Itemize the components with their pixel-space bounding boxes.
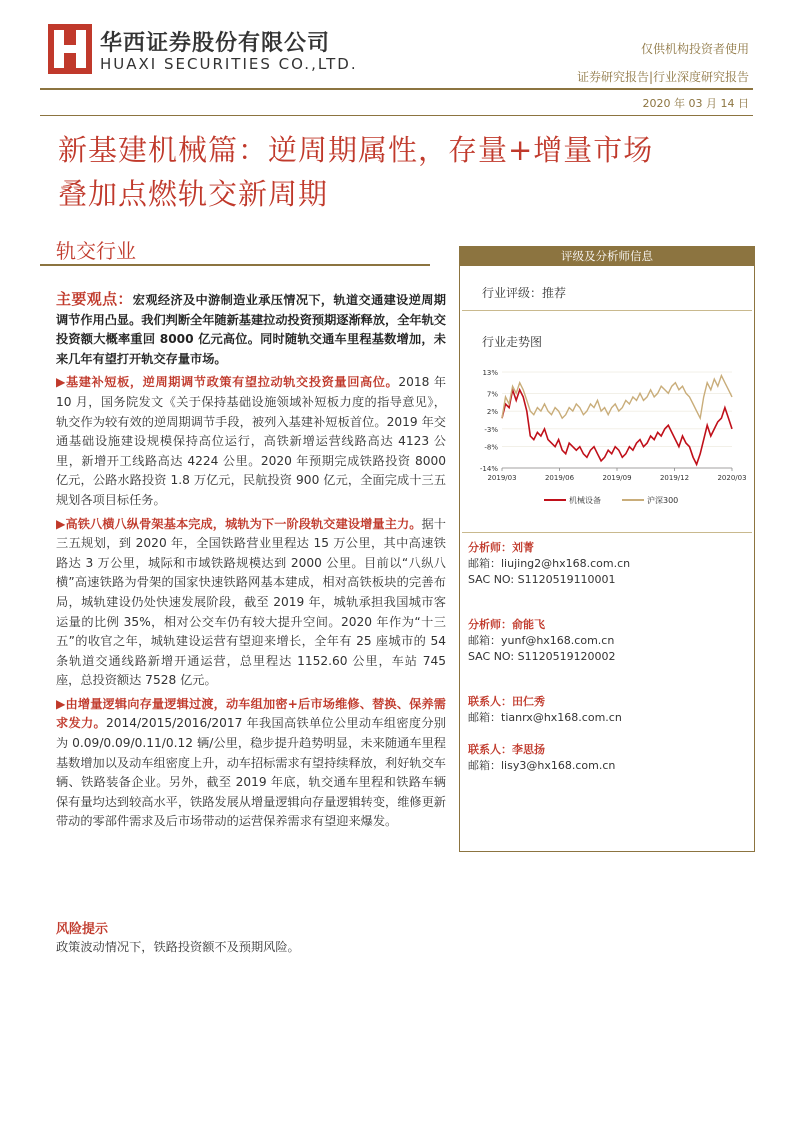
trend-title: 行业走势图 bbox=[482, 335, 543, 349]
analyst-2-sac: SAC NO: S1120519120002 bbox=[468, 650, 616, 663]
point-1-head: ▶基建补短板，逆周期调节政策有望拉动轨交投资量回高位。 bbox=[56, 375, 399, 390]
header-divider bbox=[40, 88, 753, 90]
point-1-body: 2018 年 10 月，国务院发文《关于保持基础设施领域补短板力度的指导意见》，轨交作为较有效的逆周期调节手段，被列入基建补短板首位。2019 年交通基础设施建设规模保持高位运行，高铁新增运营线路高达 4123 公里，新增开工线路高达 4224 公里。2020 年预期完成铁路投资 8000 亿元，公路水路投资 1.8 万亿元，民航投资 900 亿元，全面完成十三五规划各项目标任务。 bbox=[56, 375, 447, 507]
rating-divider bbox=[462, 310, 752, 311]
point-3 bbox=[56, 695, 446, 832]
point-3-body: 2014/2015/2016/2017 年我国高铁单位公里动车组密度分别为 0.09/0.09/0.11/0.12 辆/公里，稳步提升趋势明显，未来随通车里程基数增加以及动车组密度上升，动车招标需求有望持续释放，利好轨交车辆、铁路装备企业。另外，截至 2019 年底，轨交通车里程和铁路车辆保有量均达到较高水平，铁路发展从增量逻辑向存量逻辑转变，维修更新带动的零部件需求及后市场带动的运营保养需求有望迎来爆发。 bbox=[56, 716, 446, 829]
series-line-csi300 bbox=[502, 376, 732, 419]
contact-1-email[interactable]: 邮箱：tianrx@hx168.com.cn bbox=[468, 711, 622, 724]
main-view bbox=[56, 290, 446, 369]
y-tick-label: 7% bbox=[486, 390, 498, 399]
x-tick-label: 2019/03 bbox=[487, 474, 517, 482]
main-view-label: 主要观点： bbox=[56, 290, 133, 308]
trend-chart-svg bbox=[470, 360, 750, 510]
title-line-2: 叠加点燃轨交新周期 bbox=[58, 177, 329, 211]
point-2 bbox=[56, 515, 446, 691]
chart-divider bbox=[462, 532, 752, 533]
title-line-1: 新基建机械篇：逆周期属性，存量+增量市场 bbox=[58, 133, 654, 167]
analyst-1 bbox=[468, 540, 630, 588]
y-tick-label: -8% bbox=[484, 443, 498, 452]
report-type: 证券研究报告|行业深度研究报告 bbox=[576, 70, 749, 84]
page-title bbox=[58, 128, 748, 216]
y-tick-label: 13% bbox=[482, 369, 498, 377]
audience-note: 仅供机构投资者使用 bbox=[640, 42, 749, 56]
x-tick-label: 2019/09 bbox=[602, 474, 632, 482]
legend-label-csi300: 沪深300 bbox=[647, 496, 679, 505]
main-view-text: 宏观经济及中游制造业承压情况下，轨道交通建设逆周期调节作用凸显。我们判断全年随新基建拉动投资预期逐渐释放，全年轨交投资额大概率重回 8000 亿元高位。同时随轨交通车里程基数增加，未来几年有望打开轨交存量市场。 bbox=[56, 293, 446, 366]
y-tick-label: 2% bbox=[486, 408, 498, 417]
company-name-en: HUAXI SECURITIES CO.,LTD. bbox=[100, 55, 358, 73]
sidebar-title: 评级及分析师信息 bbox=[459, 246, 755, 266]
point-3-head: ▶由增量逻辑向存量逻辑过渡，动车组加密+后市场维修、替换、保养需求发力。 bbox=[56, 696, 446, 731]
industry-rating: 行业评级：推荐 bbox=[482, 286, 567, 300]
contact-2 bbox=[468, 742, 615, 774]
date-divider bbox=[40, 115, 753, 116]
legend-label-machinery: 机械设备 bbox=[569, 496, 601, 505]
analyst-1-sac: SAC NO: S1120519110001 bbox=[468, 573, 616, 586]
x-tick-label: 2020/03 bbox=[717, 474, 747, 482]
risk-text: 政策波动情况下，铁路投资额不及预期风险。 bbox=[56, 940, 300, 954]
risk-title: 风险提示 bbox=[56, 922, 109, 937]
point-2-body: 据十三五规划，到 2020 年，全国铁路营业里程达 15 万公里，其中高速铁路达 3 万公里，城际和市域铁路规模达到 2000 公里。目前以“八纵八横”高速铁路为骨架的国家快速铁路网基本建成，相对高铁板块的完善布局，城轨建设仍处快速发展阶段，截至 2019 年，城轨承担我国城市客运量的比例 35%，相对公交车仍有较大提升空间。2020 年作为“十三五”的收官之年，城轨建设运营有望迎来增长，全年有 25 座城市的 54 条轨道交通线路新增开通运营，总里程达 1152.60 公里，车站 745 座，总投资额达 7528 亿元。 bbox=[56, 516, 446, 688]
contact-1-name: 联系人：田仁秀 bbox=[468, 695, 545, 708]
contact-2-email[interactable]: 邮箱：lisy3@hx168.com.cn bbox=[468, 759, 616, 772]
analyst-1-email[interactable]: 邮箱：liujing2@hx168.com.cn bbox=[468, 557, 631, 570]
contact-2-name: 联系人：李思扬 bbox=[468, 743, 545, 756]
y-tick-label: -3% bbox=[484, 425, 498, 434]
analyst-1-name: 分析师：刘菁 bbox=[468, 541, 534, 554]
industry-label: 轨交行业 bbox=[56, 239, 136, 263]
x-tick-label: 2019/06 bbox=[544, 474, 575, 482]
analyst-2-name: 分析师：俞能飞 bbox=[468, 618, 545, 631]
analyst-2 bbox=[468, 617, 616, 665]
huaxi-logo-icon bbox=[48, 24, 92, 74]
series-line-machinery bbox=[502, 390, 732, 465]
y-tick-label: -14% bbox=[479, 465, 498, 473]
x-tick-label: 2019/12 bbox=[659, 474, 690, 482]
contact-1 bbox=[468, 694, 622, 726]
point-2-head: ▶高铁八横八纵骨架基本完成，城轨为下一阶段轨交建设增量主力。 bbox=[56, 516, 422, 531]
point-1 bbox=[56, 373, 446, 510]
trend-chart bbox=[470, 360, 750, 510]
analyst-2-email[interactable]: 邮箱：yunf@hx168.com.cn bbox=[468, 634, 615, 647]
report-date: 2020 年 03 月 14 日 bbox=[642, 97, 749, 110]
company-name-cn: 华西证券股份有限公司 bbox=[100, 31, 331, 56]
main-body bbox=[56, 290, 446, 836]
industry-divider bbox=[40, 264, 430, 266]
